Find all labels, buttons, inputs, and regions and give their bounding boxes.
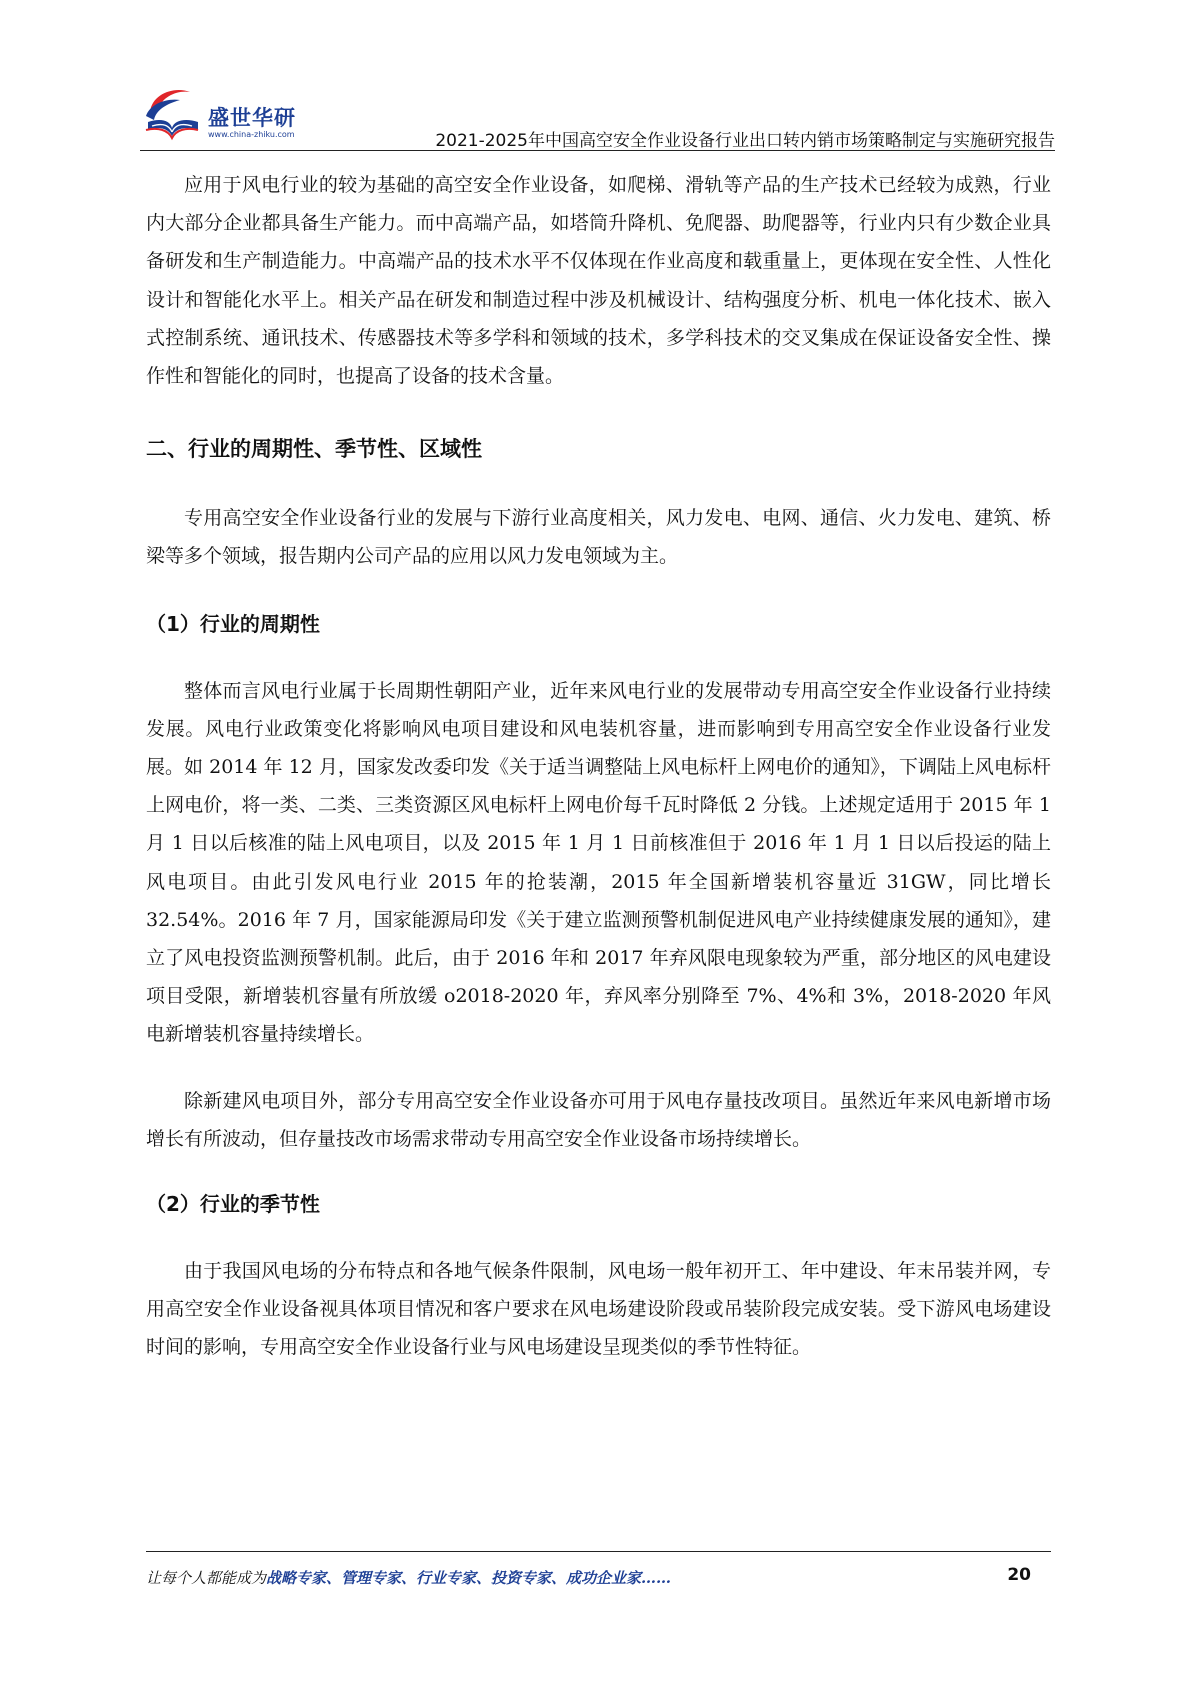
subsection-heading-seasonal: （2）行业的季节性 [146, 1192, 320, 1217]
page-content [146, 166, 1051, 1367]
logo-url: www.china-zhiku.com [208, 130, 295, 139]
slogan-prefix: 让每个人都能成为 [146, 1569, 267, 1587]
cyclical-paragraph-2: 除新建风电项目外，部分专用高空安全作业设备亦可用于风电存量技改项目。虽然近年来风电新增市场增长有所波动，但存量技改市场需求带动专用高空安全作业设备市场持续增长。 [146, 1089, 1051, 1150]
subsection-heading-cyclical: （1）行业的周期性 [146, 611, 320, 636]
header-divider [140, 150, 1055, 151]
section-paragraph: 专用高空安全作业设备行业的发展与下游行业高度相关，风力发电、电网、通信、火力发电、建筑、桥梁等多个领域，报告期内公司产品的应用以风力发电领域为主。 [146, 507, 1051, 568]
seasonal-paragraph: 由于我国风电场的分布特点和各地气候条件限制，风电场一般年初开工、年中建设、年末吊装并网，专用高空安全作业设备视具体项目情况和客户要求在风电场建设阶段或吊装阶段完成安装。受下游风电场建设时间的影响，专用高空安全作业设备行业与风电场建设呈现类似的季节性特征。 [146, 1260, 1051, 1359]
slogan-highlight: 战略专家、管理专家、行业专家、投资专家、成功企业家…… [266, 1569, 672, 1587]
page-number: 20 [1007, 1565, 1031, 1585]
footer-slogan [146, 1567, 671, 1588]
intro-paragraph: 应用于风电行业的较为基础的高空安全作业设备，如爬梯、滑轨等产品的生产技术已经较为成熟，行业内大部分企业都具备生产能力。而中高端产品，如塔筒升降机、免爬器、助爬器等，行业内只有少数企业具备研发和生产制造能力。中高端产品的技术水平不仅体现在作业高度和载重量上，更体现在安全性、人性化设计和智能化水平上。相关产品在研发和制造过程中涉及机械设计、结构强度分析、机电一体化技术、嵌入式控制系统、通讯技术、传感器技术等多学科和领域的技术，多学科技术的交叉集成在保证设备安全性、操作性和智能化的同时，也提高了设备的技术含量。 [146, 174, 1051, 388]
logo-name: 盛世华研 [208, 106, 296, 130]
company-logo [140, 80, 310, 146]
book-swoosh-logo-icon [140, 82, 204, 142]
section-heading: 二、行业的周期性、季节性、区域性 [146, 437, 482, 462]
report-title: 2021-2025年中国高空安全作业设备行业出口转内销市场策略制定与实施研究报告 [435, 131, 1055, 151]
cyclical-paragraph-1: 整体而言风电行业属于长周期性朝阳产业，近年来风电行业的发展带动专用高空安全作业设备行业持续发展。风电行业政策变化将影响风电项目建设和风电装机容量，进而影响到专用高空安全作业设备行业发展。如 2014 年 12 月，国家发改委印发《关于适当调整陆上风电标杆上网电价的通知》，下调陆上风电标杆上网电价，将一类、二类、三类资源区风电标杆上网电价每千瓦时降低 2 分钱。上述规定适用于 2015 年 1 月 1 日以后核准的陆上风电项目，以及 2015 年 1 月 1 日前核准但于 2016 年 1 月 1 日以后投运的陆上风电项目。由此引发风电行业 2015 年的抢装潮，2015 年全国新增装机容量近 31GW，同比增长 32.54%。2016 年 7 月，国家能源局印发《关于建立监测预警机制促进风电产业持续健康发展的通知》，建立了风电投资监测预警机制。此后，由于 2016 年和 2017 年弃风限电现象较为严重，部分地区的风电建设项目受限，新增装机容量有所放缓 o2018-2020 年，弃风率分别降至 7%、4%和 3%，2018-2020 年风电新增装机容量持续增长。 [146, 679, 1051, 1046]
page-header [140, 80, 1055, 150]
footer-divider [146, 1551, 1051, 1552]
